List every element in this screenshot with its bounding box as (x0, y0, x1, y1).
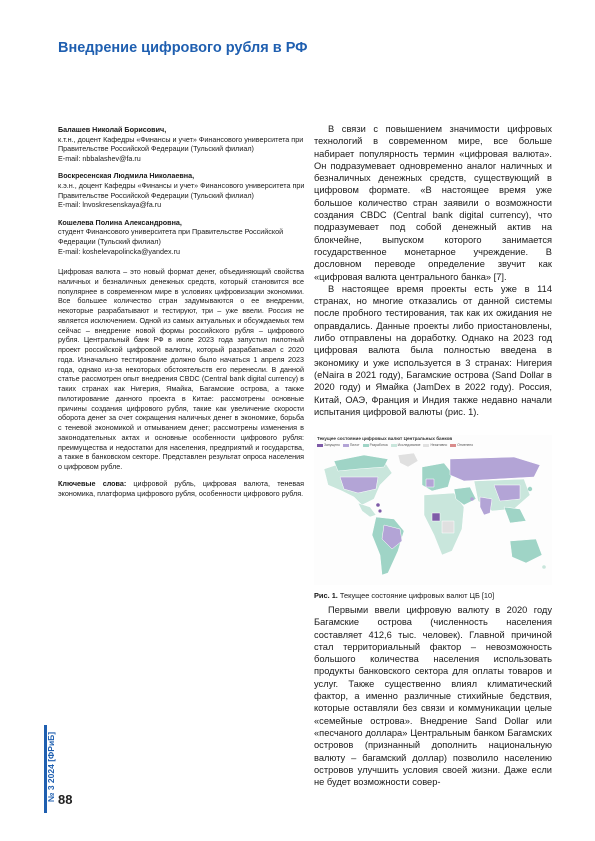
legend-label: Запущено (324, 443, 340, 447)
author-info (58, 125, 308, 163)
legend-label: Исследование (397, 443, 421, 447)
map-region-india (480, 497, 492, 515)
map-region-bahamas (376, 503, 380, 507)
body-column-bottom (314, 604, 552, 788)
author-email: E-mail: lnvoskresenskaya@fa.ru (58, 200, 162, 210)
body-paragraph: В связи с повышением значимости цифровых технологий в современном мире, все больше набирает популярность термин «цифровая валюта». Он подразумевает одновременно аналог наличных и безналичных денежных средств, существующий в цифровом формате. «В настоящее время уже большое количество стран заявили о возможности создания CBDC (Central bank digital currency), что подразумевает под собой денежный актив на блокчейне, выпуском которого занимается государственное монетарное учреждение. В дословном переводе определение звучит как «цифровая валюта центрального банка» [7]. (314, 124, 552, 282)
legend-item (363, 443, 388, 447)
author-info (58, 218, 308, 256)
world-map (314, 451, 552, 585)
map-region-uae (470, 497, 474, 501)
legend-item (391, 443, 421, 447)
body-paragraph: Первыми ввели цифровую валюту в 2020 году Багамские острова (численность населения составляет 412,6 тыс. человек). Главной причиной стал территориальный фактор – невозможность большого количества населения использовать продукты банковского сектора для оплаты товаров и услуг. Также существенно влиял климатический фактор, а именно различные стихийные бедствия, которые оставляли без связи и коммуникации целые «семейные острова». Внедрение Sand Dollar или «песчаного доллара» Центральным банком Багамских островов (признанный дополнить национальную валюту – багамский доллар) позволило населению островов улучшить условия своей жизни. Даже если не будет возможности совер- (314, 605, 552, 788)
abstract-text: Цифровая валюта – это новый формат денег, объединяющий свойства наличных и безналичных денежных средств, который становится все популярнее в современном мире в условиях цифровизации экономики. Все большее количество стран задумываются о ее внедрении, некоторые разрабатывают и тестируют, три – уже ввели. Россия не является исключением. Одной из самых актуальных и обсуждаемых тем сейчас – внедрение новой формы российского рубля – цифрового рубля. Центральный банк РФ в июле 2023 года запустил пилотный проект российской цифровой валюты, который разрабатывал с 2020 года. Изначально тестирование должно было начаться 1 апреля 2023 года, однако из-за некоторых обстоятельств его перенесли. В данной статье рассмотрен опыт внедрения CBDC (Central bank digital currency) в таких странах как Нигерия, Ямайка, Багамские острова, а также пилотирование данного проекта в Китае: рассмотрены основные причины создания цифрового рубля, такие как увеличение скорости оборота денег за счет сокращения наличных денег в экономике, борьба с теневой экономикой и отмыванием денег; рассмотрены изменения в законодательных актах и основные особенности цифрового рубля: преимущества и недостатки для населения, предприятий и государства, а также в банковском секторе. Представлен результат опроса населения о цифровом рубле. (58, 267, 304, 471)
map-region-australia (510, 539, 542, 563)
author-email: E-mail: koshelevapolincka@yandex.ru (58, 246, 180, 256)
legend-label: Отменено (457, 443, 474, 447)
figure-caption (314, 591, 552, 600)
map-region-japan (528, 487, 532, 491)
map-region-central-america (358, 503, 376, 517)
author-block (58, 125, 308, 264)
map-region-south-america (372, 517, 404, 575)
author-email: E-mail: nbbalashev@fa.ru (58, 153, 141, 163)
map-region-jamaica (378, 509, 381, 512)
legend-item (450, 443, 473, 447)
map-region-central-africa (442, 521, 454, 533)
caption-label: Рис. 1. (314, 591, 338, 600)
keywords-list: цифровой рубль, цифровая валюта, теневая экономика, платформа цифрового рубля, особенности цифрового рубля. (58, 478, 304, 498)
journal-issue: № 3 2024 [ФРиБ] (46, 731, 56, 802)
map-region-new-zealand (542, 565, 546, 569)
legend-item (423, 443, 447, 447)
author-affiliation: студент Финансового университета при Правительстве Российской Федерации (Тульский филиал) (58, 227, 284, 246)
page-number: 88 (58, 792, 73, 807)
figure-world-map (314, 435, 552, 585)
author-affiliation: к.т.н., доцент Кафедры «Финансы и учет» Финансового университета при Правительстве Российской Федерации (Тульский филиал) (58, 134, 304, 154)
legend-label: Пилот (349, 443, 360, 447)
body-paragraph: В настоящее время проекты есть уже в 114 странах, но многие отказались от данной системы после пробного тестирования, так как их ожидания не оправдались. Данные проекты либо приостановлены, либо отправлены на доработку. Однако на 2023 год цифровая валюта была полностью введена в экономику и уже используется в 3 странах: Нигерия (eNaira в 2021 году), Багамские острова (Sand Dollar в 2020 году) и Ямайка (JamDex в 2022 году). Россия, Китай, ОАЭ, Франция и Индия также недавно начали испытания цифровой валюты (рис. 1). (314, 283, 552, 417)
author-name: Воскресенская Людмила Николаевна, (58, 171, 195, 181)
map-region-nigeria (432, 513, 440, 521)
keywords-label: Ключевые слова: (58, 478, 127, 488)
map-legend (317, 443, 473, 447)
author-affiliation: к.э.н., доцент Кафедры «Финансы и учет» Финансового университета при Правительстве Российской Федерации (Тульский филиал) (58, 180, 305, 200)
caption-text: Текущее состояние цифровых валют ЦБ [10] (337, 591, 495, 600)
legend-label: Неактивно (430, 443, 448, 447)
map-region-france (426, 479, 434, 487)
legend-item (343, 443, 360, 447)
legend-item (317, 443, 340, 447)
author-info (58, 171, 308, 209)
map-region-russia (450, 457, 540, 481)
map-region-greenland (398, 453, 418, 467)
map-title: Текущее состояние цифровых валют Центральных банков (317, 436, 453, 441)
map-region-southeast-asia (504, 507, 526, 523)
abstract (58, 267, 304, 498)
body-column-top (314, 123, 552, 418)
author-name: Балашев Николай Борисович, (58, 125, 167, 134)
author-name: Кошелева Полина Александровна, (58, 217, 182, 227)
article-title: Внедрение цифрового рубля в РФ (58, 40, 308, 56)
legend-label: Разработка (369, 443, 388, 447)
keywords (58, 479, 304, 499)
